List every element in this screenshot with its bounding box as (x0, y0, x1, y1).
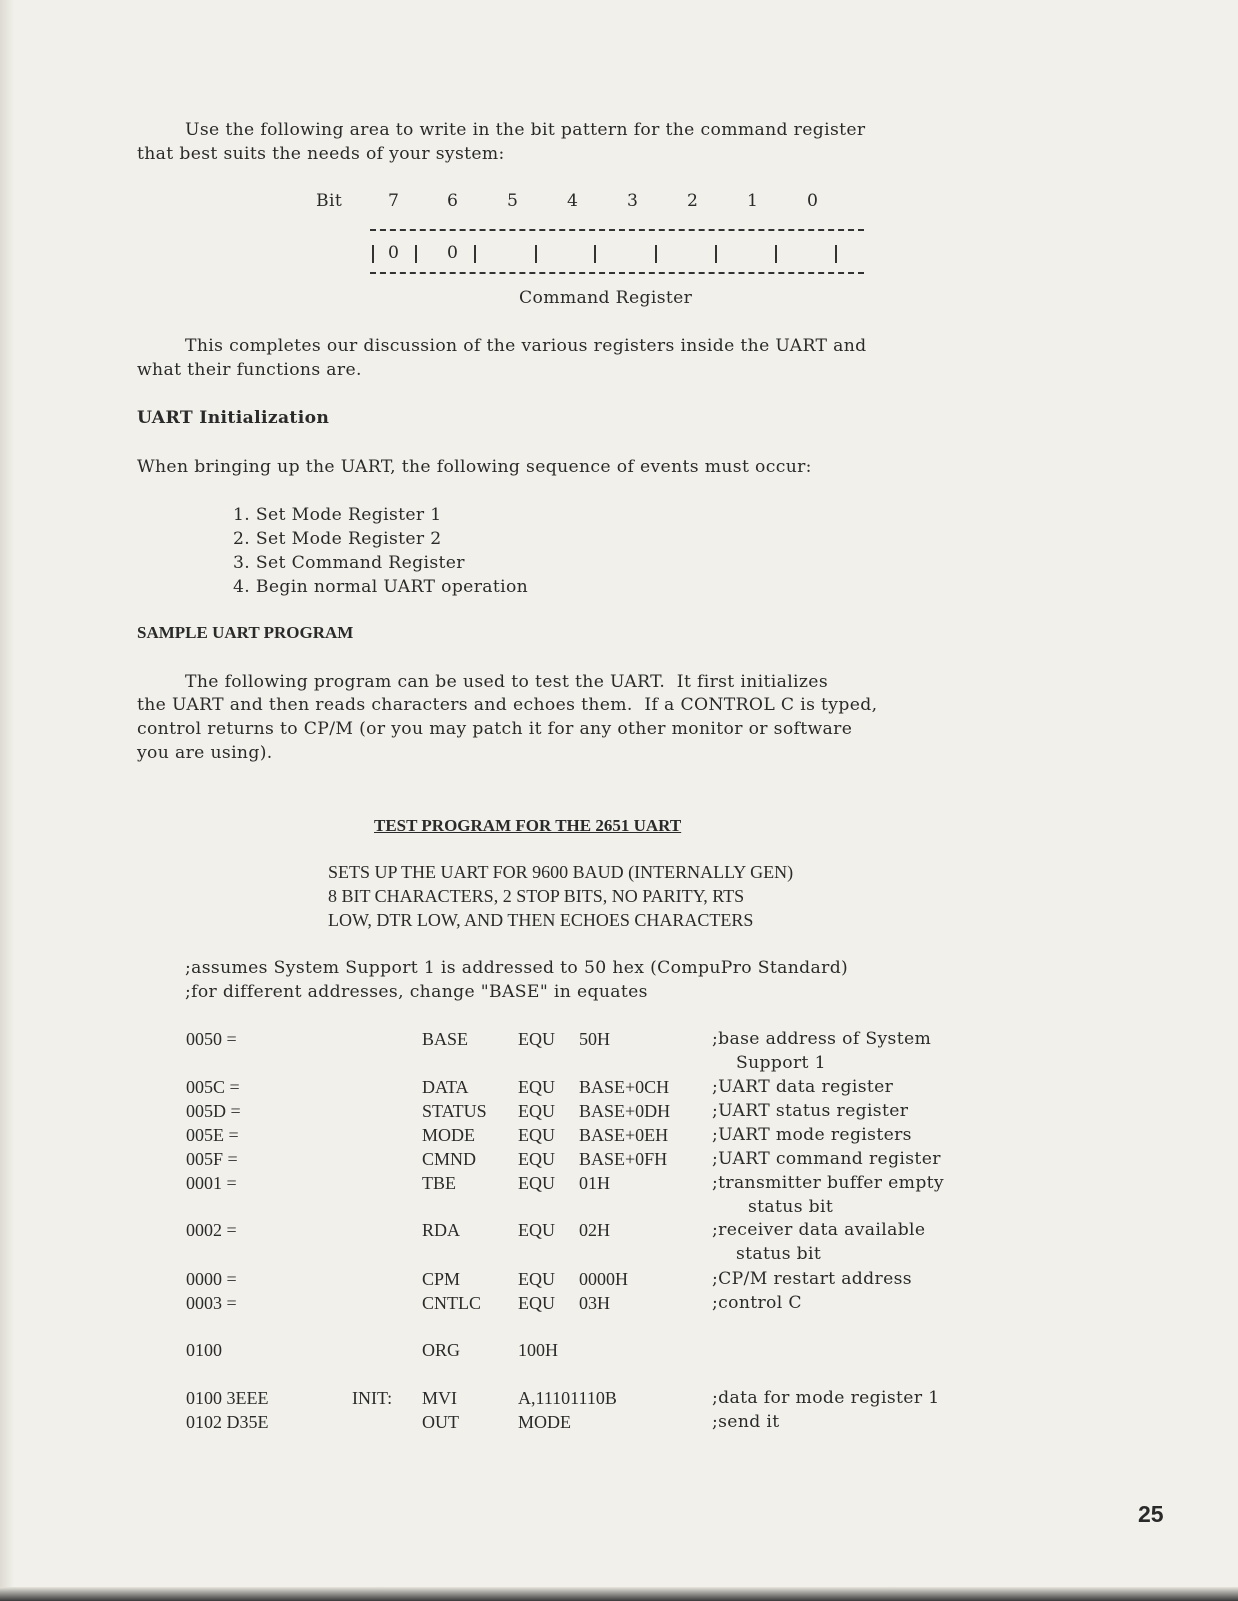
bit-number: 4 (567, 191, 579, 211)
listing-symbol: RDA (422, 1220, 461, 1240)
listing-directive: EQU (518, 1220, 555, 1240)
listing-address: 0001 = (186, 1173, 237, 1193)
listing-address: 0102 D35E (186, 1412, 269, 1432)
listing-comment: ;control C (712, 1293, 802, 1313)
listing-symbol: TBE (422, 1173, 456, 1193)
listing-address: 0000 = (186, 1269, 237, 1289)
listing-comment: ;UART data register (712, 1077, 894, 1097)
listing-value: BASE+0FH (579, 1149, 668, 1169)
list-item: 4. Begin normal UART operation (233, 577, 529, 597)
section-heading: SAMPLE UART PROGRAM (137, 623, 354, 642)
cell-divider (775, 245, 777, 263)
listing-comment: ;transmitter buffer empty (712, 1173, 944, 1193)
listing-comment: ;send it (712, 1412, 780, 1432)
listing-symbol: STATUS (422, 1101, 487, 1121)
listing-symbol: MODE (422, 1125, 475, 1145)
listing-comment-cont: status bit (736, 1244, 822, 1264)
list-item: 1. Set Mode Register 1 (233, 505, 442, 525)
intro-line-2: that best suits the needs of your system: (137, 144, 505, 164)
listing-opcode: OUT (422, 1412, 459, 1432)
listing-comment: ;UART mode registers (712, 1125, 912, 1145)
bit-number: 1 (747, 191, 759, 211)
listing-value: 03H (579, 1293, 610, 1313)
listing-address: 005D = (186, 1101, 241, 1121)
listing-directive: EQU (518, 1269, 555, 1289)
section-heading: UART Initialization (137, 408, 330, 428)
diagram-top-rule (370, 229, 864, 231)
sample-line: The following program can be used to test the UART. It first initializes (185, 672, 828, 692)
listing-directive: EQU (518, 1293, 555, 1313)
listing-symbol: CMND (422, 1149, 477, 1169)
listing-directive: EQU (518, 1173, 555, 1193)
list-item: 3. Set Command Register (233, 553, 465, 573)
bit-number: 2 (687, 191, 699, 211)
listing-comment-cont: status bit (748, 1197, 834, 1217)
program-description-line: 8 BIT CHARACTERS, 2 STOP BITS, NO PARITY, RTS (328, 886, 745, 906)
listing-value: BASE+0EH (579, 1125, 669, 1145)
conclusion-line-2: what their functions are. (137, 360, 362, 380)
program-description-line: SETS UP THE UART FOR 9600 BAUD (INTERNALLY GEN) (328, 862, 794, 882)
program-comment-line: ;assumes System Support 1 is addressed to 50 hex (CompuPro Standard) (185, 958, 849, 978)
listing-address: 0100 3EEE (186, 1388, 269, 1408)
program-comment-line: ;for different addresses, change "BASE" in equates (185, 982, 648, 1002)
listing-opcode: MVI (422, 1388, 457, 1408)
listing-directive: EQU (518, 1101, 555, 1121)
listing-label: INIT: (352, 1388, 393, 1408)
cell-divider (372, 245, 374, 263)
cell-divider (715, 245, 717, 263)
page-number: 25 (1138, 1501, 1164, 1527)
intro-line-1: Use the following area to write in the bit pattern for the command register (185, 120, 866, 140)
listing-symbol: BASE (422, 1029, 469, 1049)
program-description-line: LOW, DTR LOW, AND THEN ECHOES CHARACTERS (328, 910, 754, 930)
listing-symbol: DATA (422, 1077, 469, 1097)
program-title: TEST PROGRAM FOR THE 2651 UART (374, 816, 682, 835)
page-edge-shadow (0, 0, 14, 1601)
listing-value: 50H (579, 1029, 610, 1049)
listing-comment-cont: Support 1 (736, 1053, 826, 1073)
cell-divider (474, 245, 476, 263)
listing-comment: ;UART command register (712, 1149, 941, 1169)
listing-directive: EQU (518, 1125, 555, 1145)
listing-comment: ;base address of System (712, 1029, 932, 1049)
bit-cell-value: 0 (388, 243, 400, 263)
listing-value: BASE+0DH (579, 1101, 671, 1121)
listing-opcode: ORG (422, 1340, 461, 1360)
listing-symbol: CNTLC (422, 1293, 482, 1313)
listing-operand: 100H (518, 1340, 558, 1360)
listing-address: 0002 = (186, 1220, 237, 1240)
init-intro: When bringing up the UART, the following sequence of events must occur: (137, 457, 812, 477)
page-bottom-edge (0, 1587, 1238, 1601)
listing-value: 01H (579, 1173, 610, 1193)
cell-divider (835, 245, 837, 263)
listing-address: 0100 (186, 1340, 222, 1360)
listing-operand: A,11101110B (518, 1388, 617, 1408)
diagram-bottom-rule (370, 272, 864, 274)
listing-directive: EQU (518, 1029, 555, 1049)
listing-directive: EQU (518, 1077, 555, 1097)
listing-address: 005E = (186, 1125, 239, 1145)
listing-comment: ;data for mode register 1 (712, 1388, 940, 1408)
diagram-caption: Command Register (519, 288, 693, 308)
sample-line: you are using). (137, 743, 273, 763)
cell-divider (594, 245, 596, 263)
listing-address: 0050 = (186, 1029, 237, 1049)
bit-number: 5 (507, 191, 519, 211)
bit-label: Bit (316, 191, 343, 211)
cell-divider (535, 245, 537, 263)
listing-comment: ;receiver data available (712, 1220, 926, 1240)
listing-operand: MODE (518, 1412, 571, 1432)
listing-value: 0000H (579, 1269, 628, 1289)
listing-value: 02H (579, 1220, 610, 1240)
listing-address: 005F = (186, 1149, 238, 1169)
listing-address: 0003 = (186, 1293, 237, 1313)
sample-line: control returns to CP/M (or you may patch it for any other monitor or software (137, 719, 853, 739)
bit-number: 7 (388, 191, 400, 211)
listing-address: 005C = (186, 1077, 240, 1097)
cell-divider (655, 245, 657, 263)
listing-directive: EQU (518, 1149, 555, 1169)
cell-divider (415, 245, 417, 263)
bit-cell-value: 0 (447, 243, 459, 263)
sample-line: the UART and then reads characters and echoes them. If a CONTROL C is typed, (137, 695, 878, 715)
listing-comment: ;CP/M restart address (712, 1269, 912, 1289)
listing-symbol: CPM (422, 1269, 461, 1289)
listing-value: BASE+0CH (579, 1077, 670, 1097)
bit-number: 0 (807, 191, 819, 211)
list-item: 2. Set Mode Register 2 (233, 529, 442, 549)
conclusion-line-1: This completes our discussion of the various registers inside the UART and (185, 336, 867, 356)
bit-number: 3 (627, 191, 639, 211)
listing-comment: ;UART status register (712, 1101, 909, 1121)
bit-number: 6 (447, 191, 459, 211)
